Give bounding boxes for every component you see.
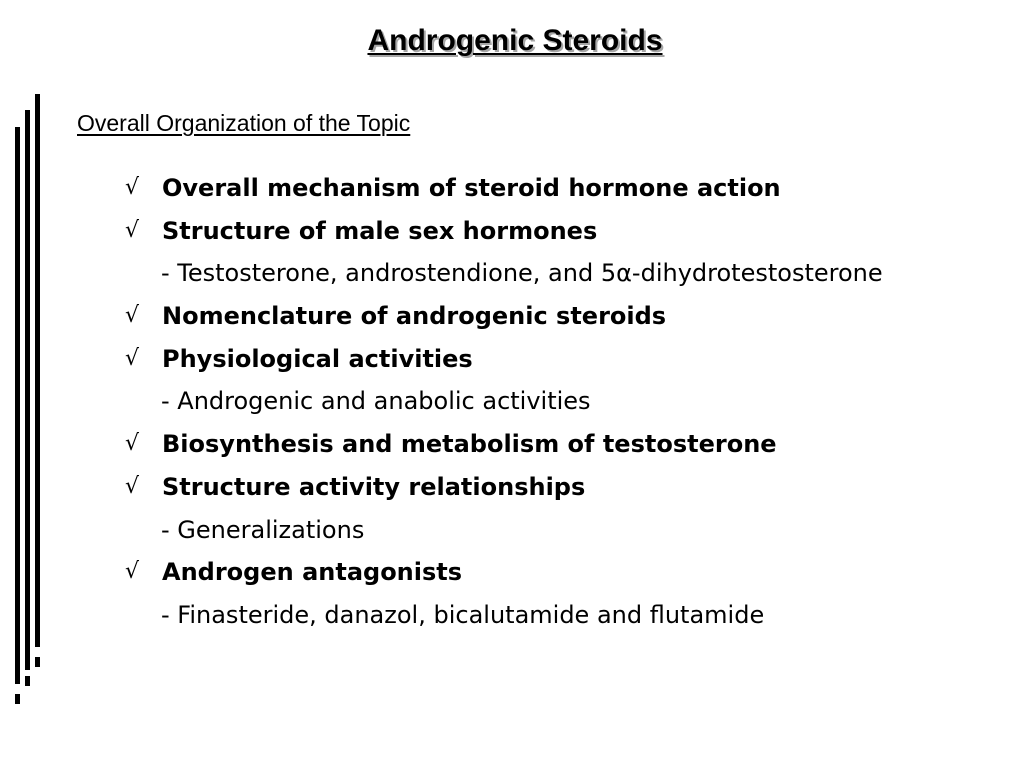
decorative-bar [15, 694, 20, 704]
decorative-bar [25, 676, 30, 686]
topic-label: Nomenclature of androgenic steroids [162, 302, 667, 331]
topic-label: Structure of male sex hormones [162, 216, 598, 245]
topic-subitem [120, 594, 1010, 637]
topic-item [120, 423, 1010, 466]
slide-subtitle: Overall Organization of the Topic [77, 110, 411, 136]
decorative-bar [35, 657, 40, 667]
checkmark-icon: √ [125, 431, 140, 457]
topic-subitem [120, 252, 1010, 295]
topic-label: Androgen antagonists [162, 558, 463, 587]
checkmark-icon: √ [125, 345, 140, 371]
subtopic-label: - Generalizations [161, 515, 365, 544]
slide-title: Androgenic Steroids [367, 24, 663, 57]
topic-item [120, 167, 1010, 210]
subtopic-label: - Testosterone, androstendione, and 5α-dihydrotestosterone [161, 259, 883, 288]
topic-item [120, 295, 1010, 338]
topic-label: Structure activity relationships [162, 472, 586, 501]
topic-subitem [120, 509, 1010, 552]
topic-label: Overall mechanism of steroid hormone action [162, 174, 781, 202]
topic-item [120, 210, 1010, 253]
topic-item [120, 466, 1010, 509]
decorative-bar [25, 110, 30, 670]
checkmark-icon: √ [125, 559, 140, 585]
subtopic-label: - Androgenic and anabolic activities [161, 387, 591, 416]
checkmark-icon: √ [125, 217, 140, 243]
decorative-bar [35, 94, 40, 647]
topic-item [120, 551, 1010, 594]
checkmark-icon: √ [125, 473, 140, 499]
subtopic-label: - Finasteride, danazol, bicalutamide and flutamide [161, 600, 765, 629]
decorative-bar [15, 127, 20, 684]
topic-subitem [120, 380, 1010, 423]
topic-label: Biosynthesis and metabolism of testosterone [162, 430, 777, 459]
topic-list [120, 167, 1010, 637]
topic-item [120, 338, 1010, 381]
checkmark-icon: √ [125, 175, 140, 200]
checkmark-icon: √ [125, 303, 140, 329]
topic-label: Physiological activities [162, 344, 473, 373]
